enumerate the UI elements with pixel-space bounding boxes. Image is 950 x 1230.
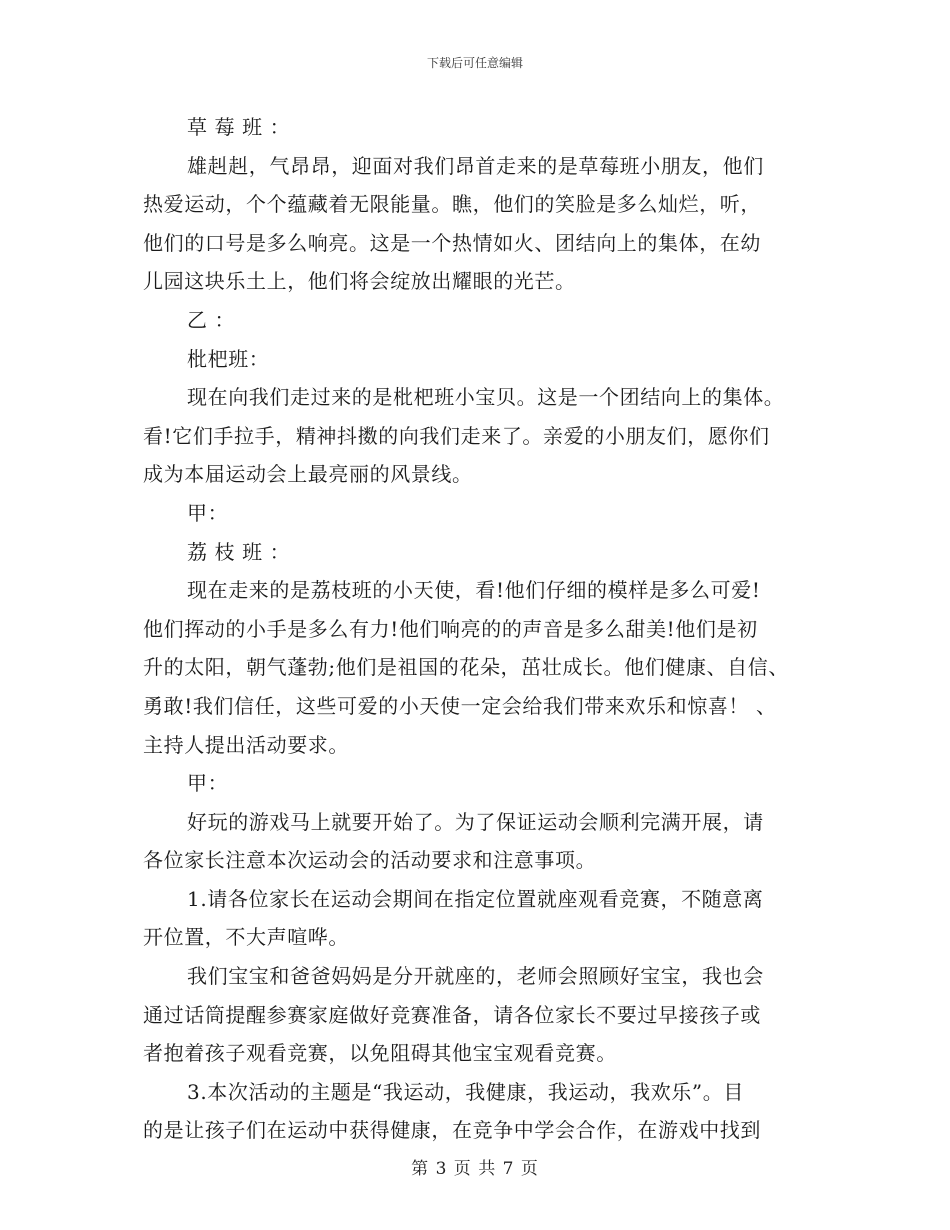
text-line: 通过话筒提醒参赛家庭做好竞赛准备，请各位家长不要过早接孩子或 [143, 1002, 761, 1027]
text-line: 成为本届运动会上最亮丽的风景线。 [143, 462, 473, 487]
text-line: 者抱着孩子观看竞赛，以免阻碍其他宝宝观看竞赛。 [143, 1041, 617, 1066]
text-line: 草 莓 班 ： [187, 115, 291, 139]
text-line: 我们宝宝和爸爸妈妈是分开就座的，老师会照顾好宝宝，我也会 [187, 964, 764, 989]
text-line: 1.请各位家长在运动会期间在指定位置就座观看竞赛，不随意离 [187, 886, 764, 911]
text-line: 儿园这块乐土上，他们将会绽放出耀眼的光芒。 [143, 269, 576, 294]
document-body [143, 108, 823, 1150]
text-line: 现在走来的是荔枝班的小天使，看!他们仔细的模样是多么可爱! [187, 578, 761, 603]
text-line: 主持人提出活动要求。 [143, 732, 349, 757]
text-line: 看!它们手拉手，精神抖擞的向我们走来了。亲爱的小朋友们，愿你们 [143, 423, 770, 448]
text-line: 甲： [187, 500, 229, 525]
text-line: 各位家长注意本次运动会的活动要求和注意事项。 [143, 848, 597, 873]
text-line: 现在向我们走过来的是枇杷班小宝贝。这是一个团结向上的集体。 [187, 385, 785, 410]
text-line: 荔 枝 班 ： [187, 539, 291, 564]
text-line: 升的太阳，朝气蓬勃;他们是祖国的花朵，茁壮成长。他们健康、自信、 [143, 655, 789, 680]
text-line: 的是让孩子们在运动中获得健康，在竞争中学会合作，在游戏中找到 [143, 1118, 761, 1143]
text-line: 好玩的游戏马上就要开始了。为了保证运动会顺利完满开展，请 [187, 809, 764, 834]
text-line: 他们挥动的小手是多么有力!他们响亮的的声音是多么甜美!他们是初 [143, 616, 758, 641]
text-line: 乙 ： [187, 307, 236, 332]
page-header: 下载后可任意编辑 [426, 56, 523, 70]
page-number: 第 3 页 共 7 页 [411, 1159, 539, 1179]
text-line: 开位置，不大声喧哗。 [143, 925, 349, 950]
text-line: 雄赳赳，气昂昂，迎面对我们昂首走来的是草莓班小朋友，他们 [187, 153, 764, 178]
text-line: 枇杷班： [187, 346, 270, 371]
text-line: 勇敢!我们信任，这些可爱的小天使一定会给我们带来欢乐和惊喜！ 、 [143, 693, 777, 718]
text-line: 甲： [187, 771, 229, 796]
text-line: 他们的口号是多么响亮。这是一个热情如火、团结向上的集体，在幼 [143, 230, 761, 255]
text-line: 3.本次活动的主题是“我运动，我健康，我运动，我欢乐”。目 [187, 1079, 744, 1104]
text-line: 热爱运动，个个蕴藏着无限能量。瞧，他们的笑脸是多么灿烂，听， [143, 192, 761, 217]
